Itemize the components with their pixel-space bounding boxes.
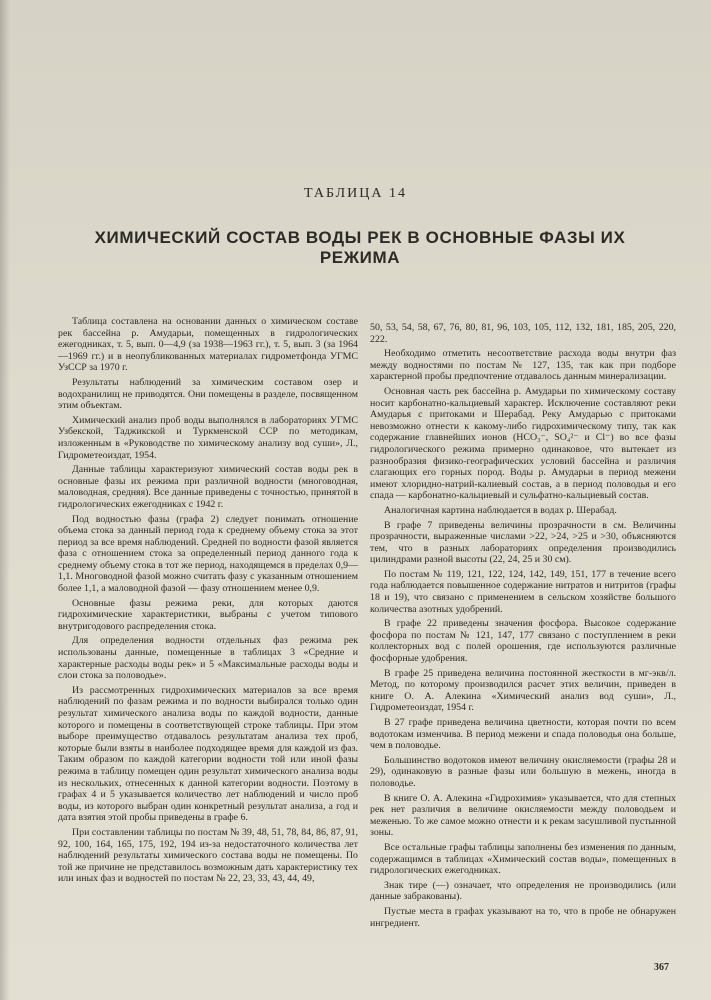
paragraph: В книге О. А. Алекина «Гидрохимия» указывается, что для степных рек нет различия в величине окисляемости между половодьем и меженью. То же самое можно отнести и к рекам засушливой пустынной зоны. xyxy=(370,792,676,839)
paragraph: Из рассмотренных гидрохимических материалов за все время наблюдений по фазам режима и по водности выбиралcя только один результат химического анализа воды по каждой водности, данные которого и помещены в соответствующей строке таблицы. При этом выборе преимущество отдавалось результатам анализа тех проб, которые были взяты в наиболее подходящее время для каждой из фаз. Таким образом по каждой категории водности той или иной фазы режима в таблицу помещен один результат химического анализа воды из нескольких, отнесенных к данной категории водности. Поэтому в графах 4 и 5 указывается количество лет наблюдений и число проб воды, из которого выбран один конкретный результат анализа, а год и дата взятия этой пробы приведены в графе 6. xyxy=(58,684,358,824)
paragraph: Таблица составлена на основании данных о химическом составе рек бассейна р. Амударьи, помещенных в гидрологических ежегодниках, т. 5, вып. 0—4,9 (за 1938—1963 гг.), т. 5, вып. 3 (за 1964—1969 гг.) и в неопубликованных материалах гидрометфонда УГМС УзССР за 1970 г. xyxy=(58,316,358,374)
paragraph: В графе 7 приведены величины прозрачности в см. Величины прозрачности, выраженные числами >22, >24, >25 и >30, объясняются тем, что в разных лабораториях определения производились цилиндрами разной высоты (22, 24, 25 и 30 см). xyxy=(370,519,676,566)
paragraph: При составлении таблицы по постам № 39, 48, 51, 78, 84, 86, 87, 91, 92, 100, 164, 165, 175, 192, 194 из-за недостаточного количества лет наблюдений результаты химического состава воды не помещены. По той же причине не представилось возможным дать характеристику тех или иных фаз и водностей по постам № 22, 23, 33, 43, 44, 49, xyxy=(58,826,358,885)
paragraph: Основные фазы режима реки, для которых даются гидрохимические характеристики, выбраны с учетом типового внутригодового распределения стока. xyxy=(58,597,358,632)
paragraph: Результаты наблюдений за химическим составом озер и водохранилищ не приводятся. Они помещены в разделе, посвященном этим объектам. xyxy=(58,376,358,412)
page-number: 367 xyxy=(654,962,669,973)
paragraph: В 27 графе приведена величина цветности, которая почти по всем водотокам изменчива. В период межени и спада половодья она больше, чем в половодье. xyxy=(370,717,676,752)
paragraph: Пустые места в графах указывают на то, что в пробе не обнаружен ингредиент. xyxy=(370,905,676,929)
page-title: ХИМИЧЕСКИЙ СОСТАВ ВОДЫ РЕК В ОСНОВНЫЕ ФАЗЫ ИХ РЕЖИМА xyxy=(94,228,626,267)
paragraph: В графе 25 приведена величина постоянной жесткости в мг-экв/л. Метод, по которому производился расчет этих величин, приведен в книге О. А. Алекина «Химический анализ вод суши», Л., Гидрометеоиздат, 1954 г. xyxy=(370,667,676,714)
paragraph: Под водностью фазы (графа 2) следует понимать отношение объема стока за данный период года к среднему объему стока за этот период за все время наблюдений. Средней по водности фазой является фаза с отношением стока за определенный период данного года к среднему объему стока в тот же период, находящемся в пределах 0,9—1,1. Многоводной фазой можно считать фазу с указанным отношением более 1,1, а маловодной фазой — фазу отношением менее 0,9. xyxy=(58,513,358,595)
paragraph-continuation: 50, 53, 54, 58, 67, 76, 80, 81, 96, 103, 105, 112, 132, 181, 185, 205, 220, 222. xyxy=(370,322,676,345)
left-column xyxy=(58,316,358,888)
paragraph: Необходимо отметить несоответствие расхода воды внутри фаз между водностями по постам № 127, 135, так как при подборе характерной пробы предпочтение отдавалось данным минерализации. xyxy=(370,348,676,383)
paragraph: Аналогичная картина наблюдается в водах р. Шерабад. xyxy=(384,504,617,516)
paragraph: Основная часть рек бассейна р. Амударьи по химическому составу носит карбонатно-кальциевый характер. Исключение составляют реки Амударья с притоками и Шерабад. Реку Амударью с притоками невозможно отнести к какому-либо гидрохимическому типу, так как содержание главнейших ионов (HCO₃⁻, SO₄²⁻ и Cl⁻) во все фазы гидрологического режима примерно одинаковое, что вытекает из разнообразия физико-географических условий бассейна и различия слагающих его горных пород. Воды р. Амударьи в период межени имеют хлоридно-натрий-калиевый состав, а в период половодья и его спада — карбонатно-кальциевый и сульфатно-кальциевый состав. xyxy=(370,385,676,502)
paragraph: По постам № 119, 121, 122, 124, 142, 149, 151, 177 в течение всего года наблюдается повышенное содержание нитратов и нитритов (графы 18 и 19), что связано с применением в сельском хозяйстве большого количества азотных удобрений. xyxy=(370,568,676,615)
paragraph: Все остальные графы таблицы заполнены без изменения по данным, содержащимся в таблицах «Химический состав воды», помещенных в гидрологических ежегодниках. xyxy=(370,841,676,877)
paragraph: Данные таблицы характеризуют химический состав воды рек в основные фазы их режима при различной водности (многоводная, маловодная, средняя). Все данные приведены с точностью, принятой в гидрологических ежегодниках с 1942 г. xyxy=(58,464,358,510)
table-label: ТАБЛИЦА 14 xyxy=(304,186,407,201)
paragraph: Большинство водотоков имеют величину окисляемости (графы 28 и 29), одинаковую в разные фазы или большую в межень, иногда в половодье. xyxy=(370,754,676,789)
paragraph: Знак тире (—) означает, что определения не производились (или данные забракованы). xyxy=(370,879,676,903)
right-column xyxy=(370,322,676,932)
paragraph: Химический анализ проб воды выполнялся в лабораториях УГМС Узбекской, Таджикской и Туркменской ССР по методикам, изложенным в «Руководстве по химическому анализу вод суши», Л., Гидрометеоиздат, 1954. xyxy=(58,414,358,461)
page-edge-shadow xyxy=(0,0,10,1000)
paragraph: Для определения водности отдельных фаз режима рек использованы данные, помещенные в таблицах 3 «Средние и характерные расходы воды рек» и 5 «Максимальные расходы воды и слои стока за половодье». xyxy=(58,635,358,682)
paragraph: В графе 22 приведены значения фосфора. Высокое содержание фосфора по постам № 121, 147, 177 связано с поступлением в реки коллекторных вод с полей орошения, где используются различные фосфорные удобрения. xyxy=(370,618,676,665)
